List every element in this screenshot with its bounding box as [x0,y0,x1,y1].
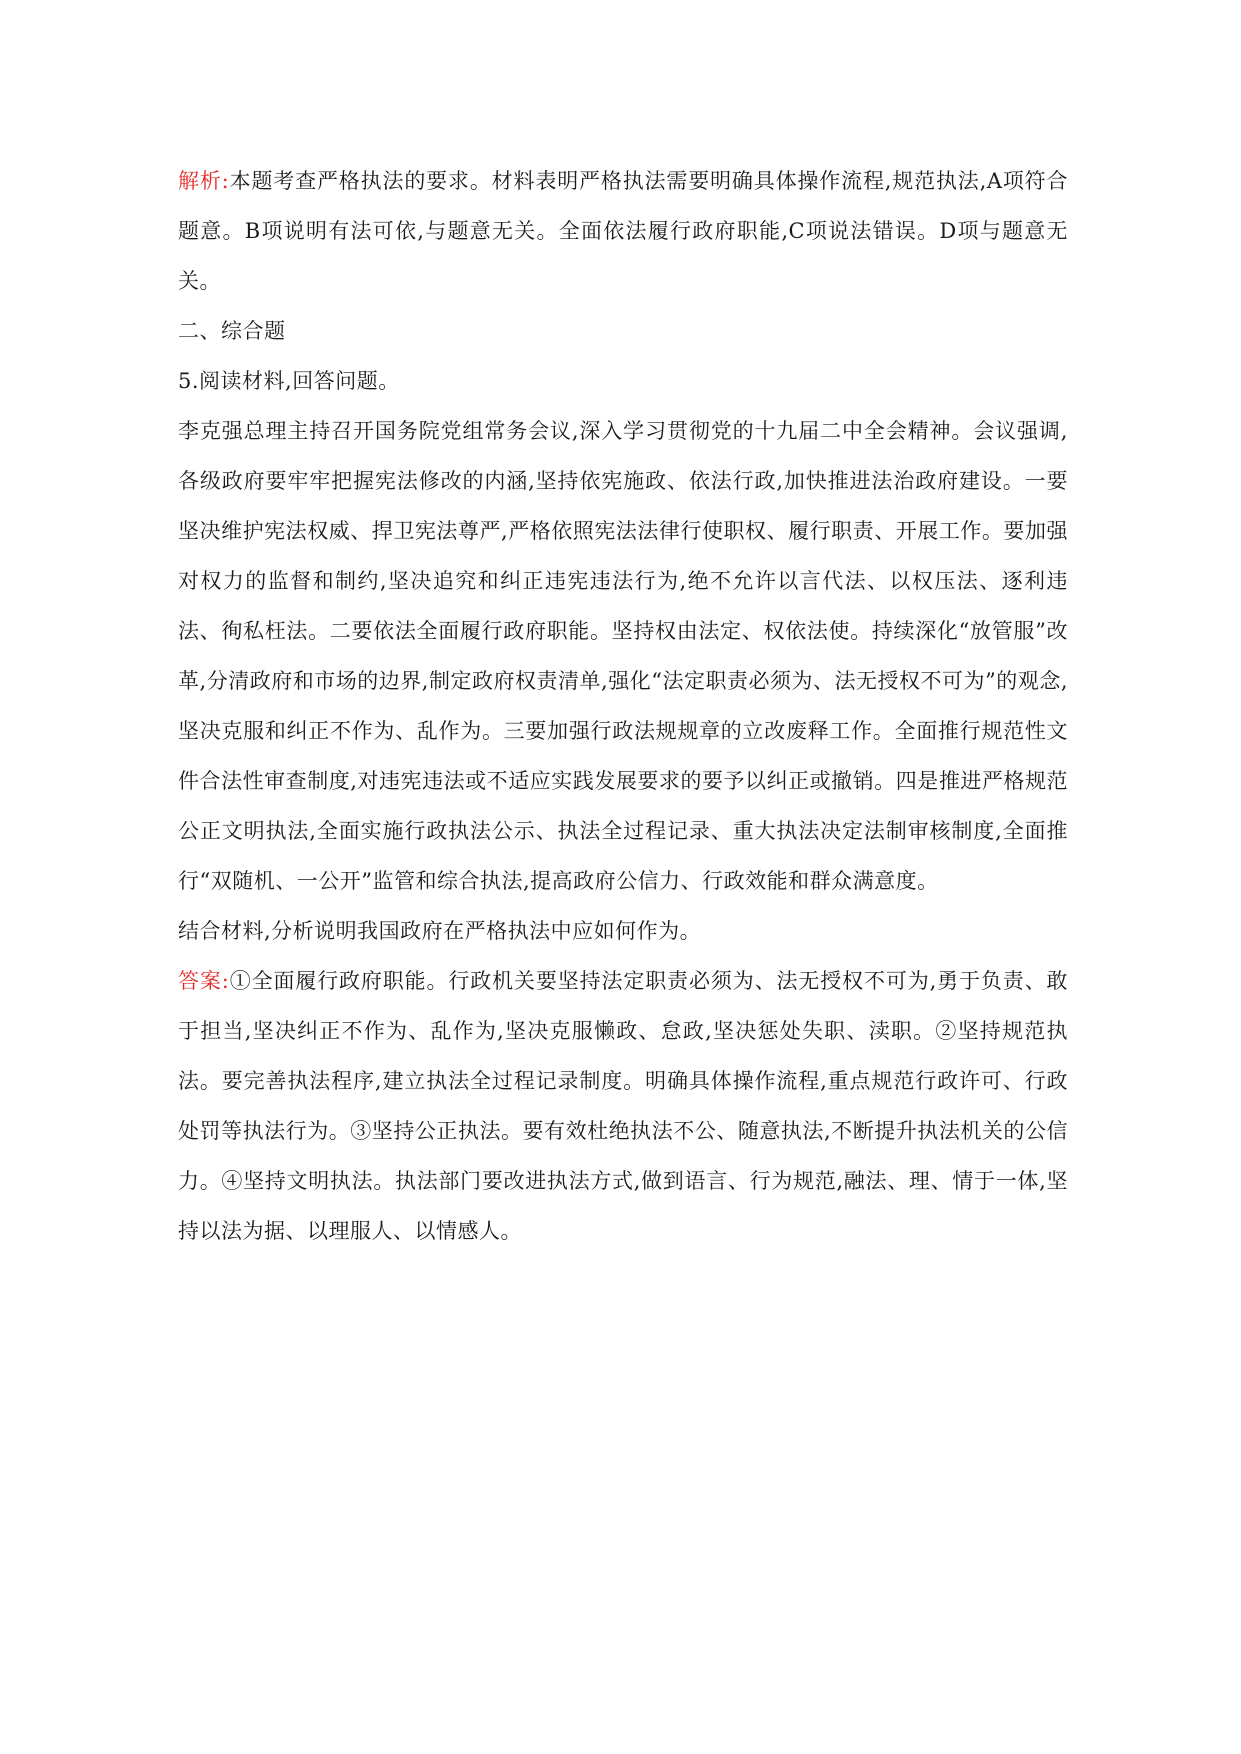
analysis-label: 解析: [178,169,230,193]
analysis-text: 本题考查严格执法的要求。材料表明严格执法需要明确具体操作流程,规范执法,A项符合题意。B项说明有法可依,与题意无关。全面依法履行政府职能,C项说法错误。D项与题意无关。 [178,169,1069,293]
answer-label: 答案: [178,969,230,993]
section-heading: 二、综合题 [178,319,286,343]
answer-paragraph [178,956,1068,1256]
question-material: 李克强总理主持召开国务院党组常务会议,深入学习贯彻党的十九届二中全会精神。会议强调,各级政府要牢牢把握宪法修改的内涵,坚持依宪施政、依法行政,加快推进法治政府建设。一要坚决维护宪法权威、捍卫宪法尊严,严格依照宪法法律行使职权、履行职责、开展工作。要加强对权力的监督和制约,坚决追究和纠正违宪违法行为,绝不允许以言代法、以权压法、逐利违法、徇私枉法。二要依法全面履行政府职能。坚持权由法定、权依法使。持续深化“放管服”改革,分清政府和市场的边界,制定政府权责清单,强化“法定职责必须为、法无授权不可为”的观念,坚决克服和纠正不作为、乱作为。三要加强行政法规规章的立改废释工作。全面推行规范性文件合法性审查制度,对违宪违法或不适应实践发展要求的要予以纠正或撤销。四是推进严格规范公正文明执法,全面实施行政执法公示、执法全过程记录、重大执法决定法制审核制度,全面推行“双随机、一公开”监管和综合执法,提高政府公信力、行政效能和群众满意度。 [178,419,1068,893]
question-task: 结合材料,分析说明我国政府在严格执法中应如何作为。 [178,919,702,943]
answer-text: ①全面履行政府职能。行政机关要坚持法定职责必须为、法无授权不可为,勇于负责、敢于担当,坚决纠正不作为、乱作为,坚决克服懒政、怠政,坚决惩处失职、渎职。②坚持规范执法。要完善执法程序,建立执法全过程记录制度。明确具体操作流程,重点规范行政许可、行政处罚等执法行为。③坚持公正执法。要有效杜绝执法不公、随意执法,不断提升执法机关的公信力。④坚持文明执法。执法部门要改进执法方式,做到语言、行为规范,融法、理、情于一体,坚持以法为据、以理服人、以情感人。 [178,969,1069,1243]
analysis-paragraph [178,156,1068,306]
document-page [178,156,1068,1256]
question-prompt: 5.阅读材料,回答问题。 [178,369,400,393]
